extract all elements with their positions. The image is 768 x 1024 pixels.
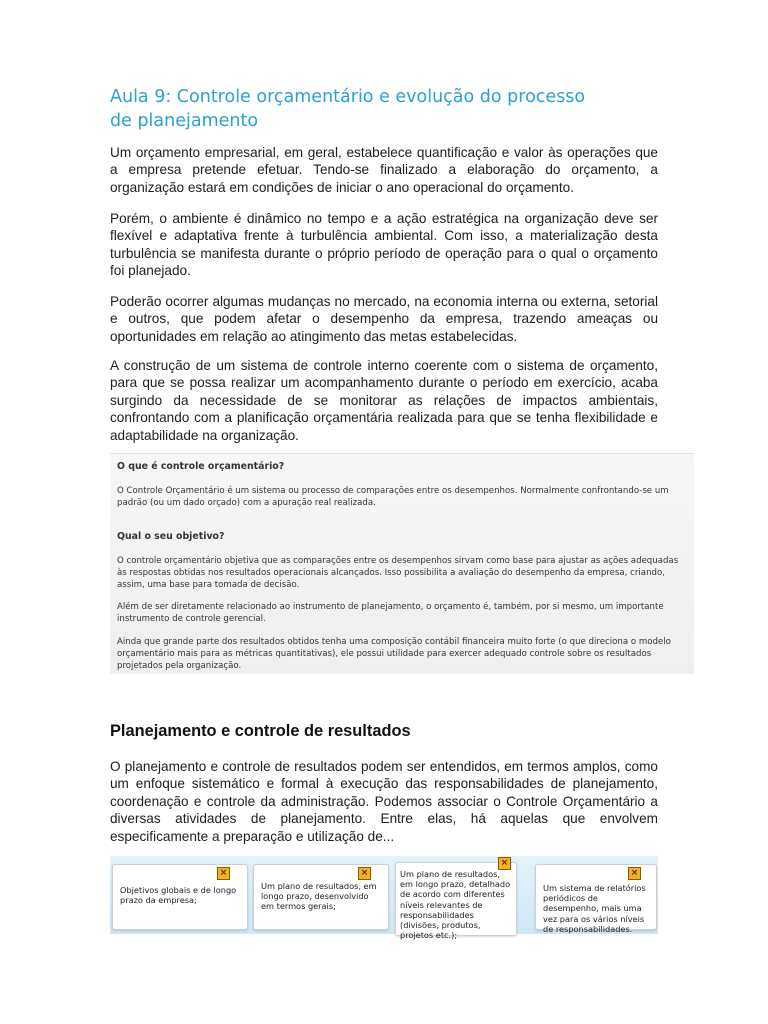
info-answer-4: Ainda que grande parte dos resultados obtidos tenha uma composição contábil financeira muito forte (o que direciona o modelo orçamentário mais para as métricas quantitativas), ele possui utilidade para exercer adequado controle sobre os resultados projetados pela organização. xyxy=(117,637,671,672)
section-paragraph: O planejamento e controle de resultados podem ser entendidos, em termos amplos, como um enfoque sistemático e formal à execução das responsabilidades de planejamento, coordenação e controle da administração. Podemos associar o Controle Orçamentário a diversas atividades de planejamento. Entre elas, há aquelas que envolvem especificamente a preparação e utilização de... xyxy=(110,759,658,844)
info-question-1: O que é controle orçamentário? xyxy=(117,461,285,472)
info-question-2: Qual o seu objetivo? xyxy=(117,531,225,542)
info-answer-1: O Controle Orçamentário é um sistema ou processo de comparações entre os desempenhos. Normalmente confrontando-se um padrão (ou um dado orçado) com a apuração real realizada. xyxy=(117,486,669,509)
paragraph-1: Um orçamento empresarial, em geral, estabelece quantificação e valor às operações que a empresa pretende efetuar. Tendo-se finalizado a elaboração do orçamento, a organização estará em condições de iniciar o ano operacional do orçamento. xyxy=(110,145,658,195)
close-icon[interactable]: × xyxy=(628,867,641,880)
activity-card-3[interactable] xyxy=(395,858,517,941)
activity-cards xyxy=(110,856,658,941)
paragraph-4: A construção de um sistema de controle interno coerente com o sistema de orçamento, para que se possa realizar um acompanhamento durante o período em exercício, acaba surgindo da necessidade de se monitorar as relações de impactos ambientais, confrontando com a planificação orçamentária realizada para que se tenha flexibilidade e adaptabilidade na organização. xyxy=(110,358,658,443)
info-answer-3: Além de ser diretamente relacionado ao instrumento de planejamento, o orçamento é, também, por si mesmo, um importante instrumento de controle gerencial. xyxy=(117,602,664,625)
activity-card-1[interactable] xyxy=(112,864,248,930)
activity-card-text: Um plano de resultados, em longo prazo, detalhado de acordo com diferentes níveis relevantes de responsabilidades (divisões, produtos, projetos etc.); xyxy=(400,869,511,941)
activity-card-4[interactable] xyxy=(535,864,657,934)
info-answer-2: O controle orçamentário objetiva que as comparações entre os desempenhos sirvam como base para ajustar as ações adequadas às respostas obtidas nos resultados operacionais alcançados. Isso possibilita a avaliação do desempenho da empresa, criando, assim, uma base para tomada de decisão. xyxy=(117,556,679,591)
activity-card-2[interactable] xyxy=(253,864,389,930)
paragraph-3: Poderão ocorrer algumas mudanças no mercado, na economia interna ou externa, setorial e outros, que podem afetar o desempenho da empresa, trazendo ameaças ou oportunidades em relação ao atingimento das metas estabelecidas. xyxy=(110,294,658,344)
activity-card-text: Objetivos globais e de longo prazo da empresa; xyxy=(120,885,237,906)
close-icon[interactable]: × xyxy=(217,867,230,880)
section-heading: Planejamento e controle de resultados xyxy=(110,722,411,740)
page-title: Aula 9: Controle orçamentário e evolução do processo de planejamento xyxy=(110,87,586,131)
info-box xyxy=(110,453,694,674)
paragraph-2: Porém, o ambiente é dinâmico no tempo e a ação estratégica na organização deve ser flexível e adaptativa frente à turbulência ambiental. Com isso, a materialização desta turbulência se manifesta durante o próprio período de operação para o qual o orçamento foi planejado. xyxy=(110,211,658,279)
close-icon[interactable]: × xyxy=(498,857,511,870)
activity-card-text: Um plano de resultados, em longo prazo, desenvolvido em termos gerais; xyxy=(261,881,377,912)
activity-card-text: Um sistema de relatórios periódicos de desempenho, mais uma vez para os vários níveis de responsabilidades. xyxy=(543,883,646,934)
close-icon[interactable]: × xyxy=(358,867,371,880)
